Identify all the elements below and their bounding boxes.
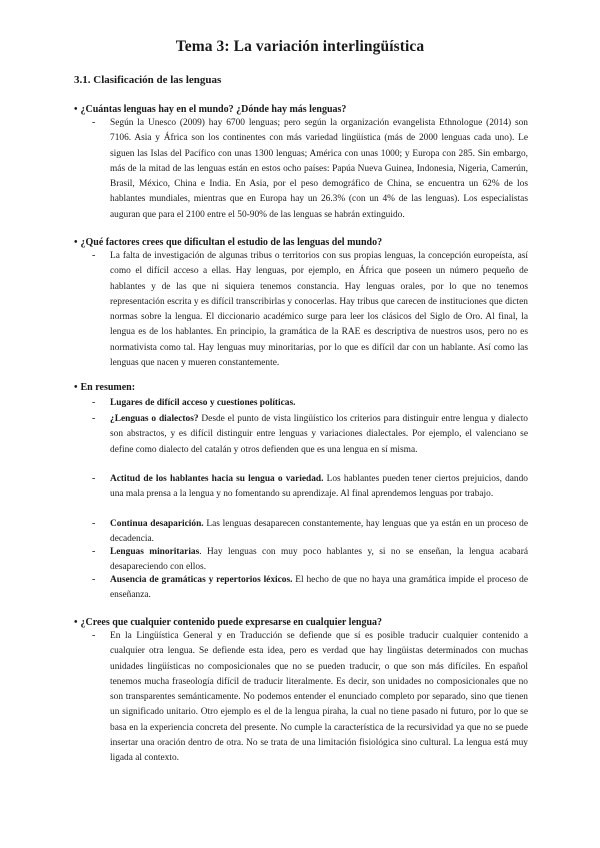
summary-item: [110, 412, 528, 458]
summary-heading-text: En resumen:: [80, 382, 136, 393]
question-2: [74, 237, 382, 248]
bullet-icon: •: [74, 237, 78, 248]
summary-item-bold: ¿Lenguas o dialectos?: [110, 414, 199, 424]
summary-item-bold: Lenguas minoritarias: [110, 547, 200, 557]
bullet-icon: •: [74, 617, 78, 628]
bullet-icon: •: [74, 104, 78, 115]
section-heading: 3.1. Clasificación de las lenguas: [74, 74, 222, 86]
question-1: [74, 104, 346, 115]
question-3: [74, 617, 382, 628]
dash-icon: -: [92, 250, 96, 261]
summary-item-text: . Hay lenguas con muy poco hablantes y, si no se enseñan, la lengua acabará desapareciendo con ellos.: [110, 547, 529, 573]
summary-item-text: Desde el punto de vista lingüístico los criterios para distinguir entre lengua y dialecto son abstractos, y es difícil distinguir entre lenguas y variaciones dialectales. Por ejemplo, el valenciano se define como dialecto del catalán y otros defienden que es una lengua en sí misma.: [110, 414, 528, 455]
summary-item-bold: Lugares de difícil acceso y cuestiones políticas.: [110, 398, 296, 408]
question-1-text: ¿Cuántas lenguas hay en el mundo? ¿Dónde hay más lenguas?: [80, 104, 347, 115]
dash-icon: -: [92, 117, 96, 128]
summary-item-bold: Continua desaparición.: [110, 519, 204, 529]
dash-icon: -: [92, 546, 96, 557]
dash-icon: -: [92, 574, 96, 585]
dash-icon: -: [92, 630, 96, 641]
summary-item-bold: Ausencia de gramáticas y repertorios léxicos.: [110, 575, 293, 585]
dash-icon: -: [92, 473, 96, 484]
summary-item: [110, 517, 528, 548]
summary-heading: [74, 382, 135, 393]
dash-icon: -: [92, 518, 96, 529]
summary-item-text: Los hablantes pueden tener ciertos prejuicios, dando una mala prensa a la lengua y no fomentando su aprendizaje. Al final aprendemos lenguas por trabajo.: [110, 474, 528, 500]
question-2-text: ¿Qué factores crees que dificultan el estudio de las lenguas del mundo?: [80, 237, 383, 248]
bullet-icon: •: [74, 382, 78, 393]
answer-2: La falta de investigación de algunas tribus o territorios con sus propias lenguas, la concepción europeísta, así como el difícil acceso a ellas. Hay lenguas, por ejemplo, en África que poseen un número pequeño de hablantes y de las que ni siquiera tenemos constancia. Hay lenguas orales, por lo que no tenemos representación escrita y es difícil transcribirlas y conocerlas. Hay tribus que carecen de instituciones que dicten normas sobre la lengua. El diccionario académico surge para leer los clásicos del Siglo de Oro. Al final, la lengua es de los hablantes. En principio, la gramática de la RAE es descriptiva de nuestros usos, pero no es normativista como tal. Hay lenguas muy minoritarias, por lo que es difícil dar con un hablante. Así como las lenguas que nacen y mueren constantemente.: [110, 251, 528, 368]
question-3-text: ¿Crees que cualquier contenido puede expresarse en cualquier lengua?: [80, 617, 383, 628]
summary-item-text: El hecho de que no haya una gramática impide el proceso de enseñanza.: [110, 575, 528, 601]
summary-item: [110, 573, 528, 604]
summary-item-text: Las lenguas desaparecen constantemente, hay lenguas que ya están en un proceso de decadencia.: [110, 519, 528, 545]
page-title: Tema 3: La variación interlingüística: [175, 38, 425, 55]
dash-icon: -: [92, 413, 96, 424]
summary-item: [110, 396, 528, 411]
summary-item: [110, 545, 528, 576]
summary-item: [110, 472, 528, 503]
dash-icon: -: [92, 397, 96, 408]
answer-1: Según la Unesco (2009) hay 6700 lenguas; pero según la organización evangelista Ethnologue (2014) son 7106. Asia y África son los continentes con más variedad lingüística (más de 2000 lenguas cada uno). Le siguen las Islas del Pacífico con unas 1300 lenguas; América con unas 1000; y Europa con 285. Sin embargo, más de la mitad de las lenguas están en estos ocho países: Papúa Nueva Guinea, Indonesia, Nigeria, Camerún, Brasil, México, China e India. En Asia, por el peso demográfico de China, se encuentra un 62% de los hablantes mundiales, mientras que en Europa hay un 26.3% (con un 4% de las lenguas). Los especialistas auguran que para el 2100 entre el 50-90% de las lenguas se habrán extinguido.: [110, 118, 528, 220]
summary-item-bold: Actitud de los hablantes hacia su lengua o variedad.: [110, 474, 324, 484]
answer-3: En la Lingüística General y en Traducción se defiende que sí es posible traducir cualquier contenido a cualquier otra lengua. Se defiende esta idea, pero es verdad que hay lingüistas determinados con muchas unidades lingüísticas no composicionales que no se pueden traducir, o que son más difíciles. En español tenemos mucha fraseología difícil de traducir literalmente. Es decir, son unidades no composicionales que no son transparentes semánticamente. No podemos entender el enunciado completo por separado, sino que tienen un significado unitario. Otro ejemplo es el de la lengua piraha, la cual no tiene pasado ni futuro, por lo que se basa en la experiencia concreta del presente. No cumple la característica de la recursividad ya que no se puede insertar una oración dentro de otra. No se trata de una limitación fisiológica sino cultural. La lengua está muy ligada al contexto.: [110, 631, 528, 763]
